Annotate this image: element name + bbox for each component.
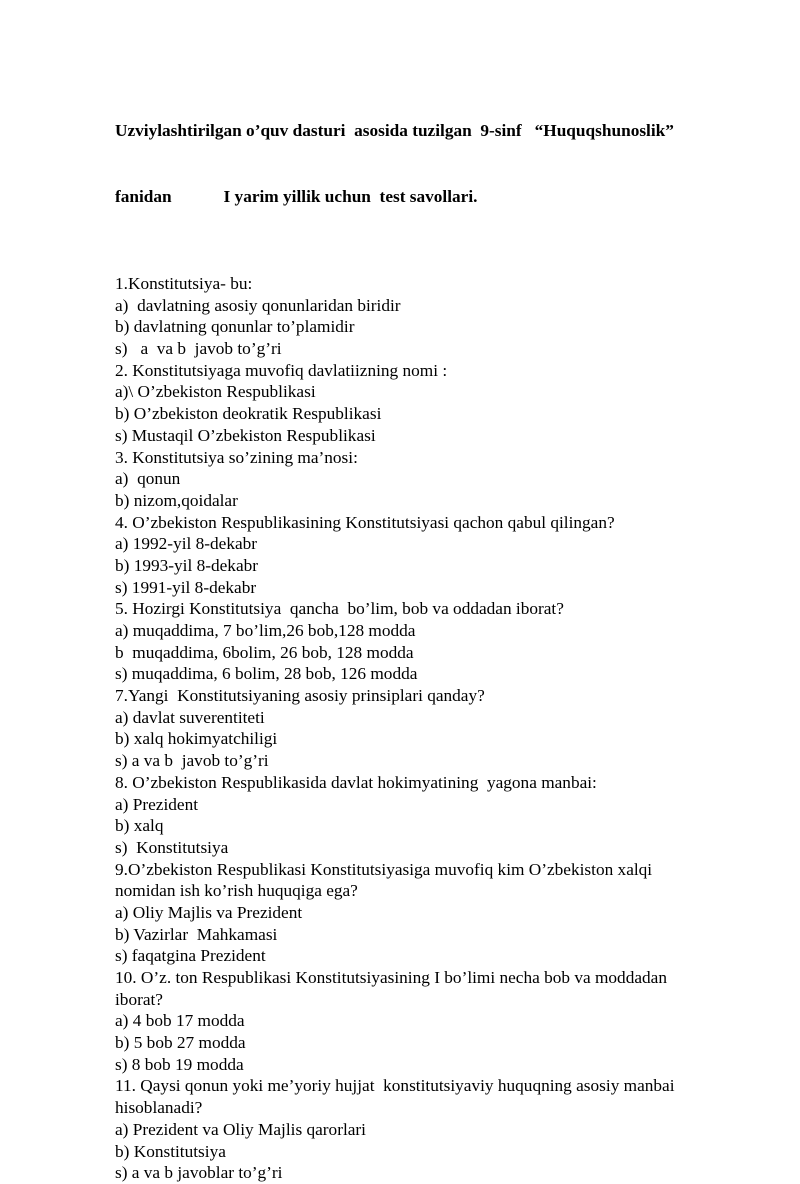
question-line: s) a va b javoblar to’g’ri — [115, 1163, 283, 1183]
question-line: 10. O’z. ton Respublikasi Konstitutsiyasining I bo’limi necha bob va moddadan — [115, 968, 667, 987]
question-line: b) davlatning qonunlar to’plamidir — [115, 317, 355, 337]
question-line: a) 1992-yil 8-dekabr — [115, 534, 258, 554]
question-line: a)\ O’zbekiston Respublikasi — [115, 382, 316, 402]
document-page — [115, 76, 755, 1184]
question-line: s) Konstitutsiya — [115, 837, 229, 857]
question-line: a) 4 bob 17 modda — [115, 1011, 245, 1031]
question-line: s) 1991-yil 8-dekabr — [115, 577, 257, 597]
question-line: s) muqaddima, 6 bolim, 28 bob, 126 modda — [115, 664, 418, 684]
question-line: 1.Konstitutsiya- bu: — [115, 274, 253, 293]
question-line: b) 1993-yil 8-dekabr — [115, 555, 259, 575]
question-line: a) davlatning asosiy qonunlaridan biridir — [115, 295, 401, 315]
question-line: 9.O’zbekiston Respublikasi Konstitutsiyasiga muvofiq kim O’zbekiston xalqi — [115, 859, 653, 879]
question-line: b) 5 bob 27 modda — [115, 1033, 246, 1053]
question-line: b) Konstitutsiya — [115, 1141, 226, 1161]
question-line: a) davlat suverentiteti — [115, 707, 265, 727]
question-line: hisoblanadi? — [115, 1098, 203, 1118]
question-line: a) Prezident — [115, 794, 199, 814]
question-line: b) nizom,qoidalar — [115, 490, 238, 510]
question-line: 2. Konstitutsiyaga muvofiq davlatiizning nomi : — [115, 360, 448, 380]
question-line: a) qonun — [115, 469, 181, 489]
question-line: a) muqaddima, 7 bo’lim,26 bob,128 modda — [115, 621, 416, 640]
question-line: b) xalq hokimyatchiligi — [115, 729, 278, 749]
document-title — [115, 76, 755, 252]
question-line: s) a va b javob to’g’ri — [115, 339, 282, 359]
question-line: s) faqatgina Prezident — [115, 946, 266, 966]
title-line: Uzviylashtirilgan o’quv dasturi asosida tuzilgan 9-sinf “Huquqshunoslik” — [115, 121, 674, 140]
question-line: a) Oliy Majlis va Prezident — [115, 902, 303, 922]
question-list — [115, 273, 755, 1184]
title-line: fanidan I yarim yillik uchun test savollari. — [115, 187, 478, 206]
question-line: 5. Hozirgi Konstitutsiya qancha bo’lim, bob va oddadan iborat? — [115, 599, 564, 619]
question-line: b muqaddima, 6bolim, 26 bob, 128 modda — [115, 642, 414, 662]
question-line: s) a va b javob to’g’ri — [115, 751, 269, 771]
question-line: b) xalq — [115, 816, 164, 836]
question-line: b) Vazirlar Mahkamasi — [115, 924, 278, 944]
question-line: 11. Qaysi qonun yoki me’yoriy hujjat konstitutsiyaviy huquqning asosiy manbai — [115, 1076, 675, 1096]
question-line: 4. O’zbekiston Respublikasining Konstitutsiyasi qachon qabul qilingan? — [115, 512, 615, 532]
question-line: 7.Yangi Konstitutsiyaning asosiy prinsiplari qanday? — [115, 686, 485, 706]
question-line: 8. O’zbekiston Respublikasida davlat hokimyatining yagona manbai: — [115, 772, 597, 792]
question-line: s) 8 bob 19 modda — [115, 1054, 244, 1074]
question-line: s) Mustaqil O’zbekiston Respublikasi — [115, 425, 376, 445]
question-line: 3. Konstitutsiya so’zining ma’nosi: — [115, 447, 358, 467]
question-line: b) O’zbekiston deokratik Respublikasi — [115, 404, 382, 424]
question-line: iborat? — [115, 989, 163, 1009]
question-line: a) Prezident va Oliy Majlis qarorlari — [115, 1119, 366, 1139]
question-line: nomidan ish ko’rish huquqiga ega? — [115, 881, 358, 901]
